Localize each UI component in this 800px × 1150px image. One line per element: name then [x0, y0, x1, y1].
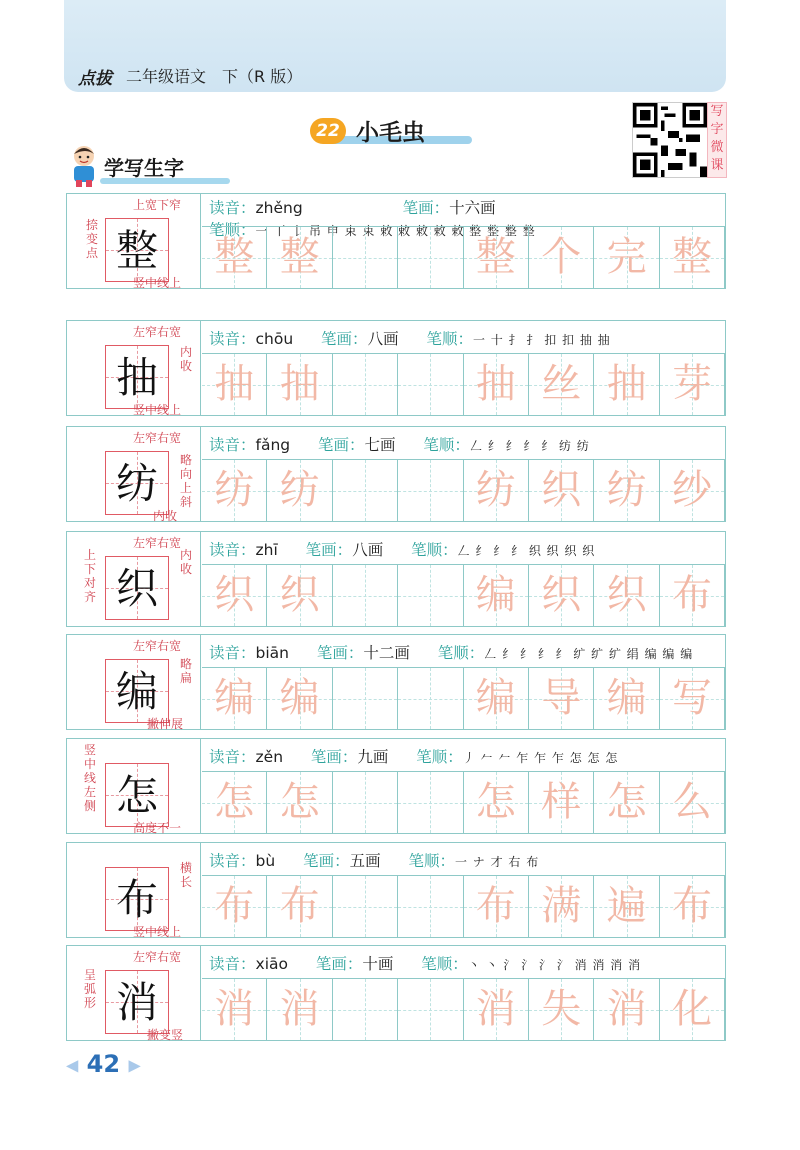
- practice-cell[interactable]: [529, 772, 594, 833]
- practice-cell[interactable]: [660, 354, 725, 415]
- tian-grid-box: [105, 451, 169, 515]
- practice-cell[interactable]: [529, 354, 594, 415]
- trace-character: 失: [541, 986, 582, 1032]
- trace-character: [398, 227, 462, 288]
- writing-tip: 略扁: [179, 657, 192, 685]
- practice-cell[interactable]: [529, 565, 594, 626]
- practice-cell[interactable]: [398, 460, 463, 521]
- practice-cell[interactable]: [464, 460, 529, 521]
- practice-cell[interactable]: [529, 979, 594, 1040]
- practice-cell[interactable]: [464, 354, 529, 415]
- trace-character: 编: [475, 572, 516, 618]
- info-line: [209, 196, 496, 218]
- trace-character: 织: [214, 572, 255, 618]
- writing-tip: 上宽下窄: [132, 198, 181, 212]
- info-line: [209, 745, 618, 767]
- trace-character: 纺: [475, 467, 516, 513]
- practice-cell[interactable]: [594, 876, 659, 937]
- model-character: 织: [115, 564, 158, 613]
- stroke-count-value: 五画: [349, 852, 381, 870]
- practice-cell[interactable]: [333, 668, 398, 729]
- practice-cell[interactable]: [398, 979, 463, 1040]
- practice-cell[interactable]: [333, 354, 398, 415]
- tian-grid-box: [105, 659, 169, 723]
- practice-cell[interactable]: [529, 876, 594, 937]
- practice-grid: [202, 353, 725, 415]
- writing-tip: 撇伸展: [146, 717, 183, 731]
- writing-tip: 内收: [179, 345, 192, 373]
- writing-tip: 撇变竖: [146, 1028, 183, 1042]
- trace-character: [333, 979, 397, 1040]
- info-line: [209, 433, 590, 455]
- pinyin-label: 读音：: [209, 436, 256, 454]
- trace-character: 完: [606, 234, 647, 280]
- writing-tip: 竖中线上: [132, 925, 181, 939]
- practice-cell[interactable]: [464, 668, 529, 729]
- stroke-order-label: 笔顺：: [421, 955, 468, 973]
- practice-cell[interactable]: [202, 460, 267, 521]
- practice-grid: [202, 667, 725, 729]
- pinyin-value: zhī: [255, 541, 278, 559]
- practice-cell[interactable]: [464, 979, 529, 1040]
- stroke-order-label: 笔顺：: [416, 748, 463, 766]
- section-title: 学写生字: [104, 156, 184, 180]
- trace-character: 抽: [279, 361, 320, 407]
- writing-tip: 竖中线上: [132, 276, 181, 290]
- pinyin-label: 读音：: [209, 541, 256, 559]
- tian-grid-box: [105, 763, 169, 827]
- writing-tip: 竖中线上: [132, 403, 181, 417]
- model-character: 纺: [115, 459, 158, 508]
- practice-cell[interactable]: [267, 772, 332, 833]
- writing-tip: 捺变点: [85, 218, 98, 260]
- character-row: [66, 634, 726, 730]
- practice-grid: [202, 771, 725, 833]
- practice-cell[interactable]: [529, 227, 594, 288]
- stroke-count-label: 笔画：: [303, 852, 350, 870]
- practice-cell[interactable]: [594, 354, 659, 415]
- pinyin-value: chōu: [255, 330, 294, 348]
- practice-cell[interactable]: [333, 460, 398, 521]
- trace-character: 怎: [606, 779, 647, 825]
- trace-character: [398, 565, 462, 626]
- practice-cell[interactable]: [594, 460, 659, 521]
- practice-cell[interactable]: [202, 772, 267, 833]
- practice-cell[interactable]: [202, 668, 267, 729]
- trace-character: 化: [671, 986, 712, 1032]
- mascot-icon: [66, 142, 102, 188]
- char-model-cell: [67, 194, 201, 288]
- stroke-order-label: 笔顺：: [408, 852, 455, 870]
- practice-grid: [202, 459, 725, 521]
- stroke-order-value: 𠃋 纟 纟 纟 纟 纩 纩 纩 绢 编 编 编: [484, 647, 694, 661]
- practice-cell[interactable]: [333, 876, 398, 937]
- practice-cell[interactable]: [660, 772, 725, 833]
- lesson-title: 小毛虫: [356, 120, 425, 146]
- model-character: 整: [115, 226, 158, 275]
- practice-cell[interactable]: [202, 979, 267, 1040]
- practice-cell[interactable]: [398, 772, 463, 833]
- trace-character: 抽: [606, 361, 647, 407]
- stroke-count-value: 八画: [352, 541, 384, 559]
- practice-cell[interactable]: [398, 668, 463, 729]
- tian-grid-box: [105, 556, 169, 620]
- model-character: 布: [115, 875, 158, 924]
- trace-character: 织: [279, 572, 320, 618]
- trace-character: [398, 460, 462, 521]
- writing-tip: 左窄右宽: [132, 325, 181, 339]
- trace-character: 整: [279, 234, 320, 280]
- stroke-count-value: 十六画: [449, 199, 496, 217]
- writing-tip: 横长: [179, 861, 192, 889]
- qr-video-tag: 写字微课: [707, 102, 727, 178]
- trace-character: 消: [279, 986, 320, 1032]
- trace-character: 消: [475, 986, 516, 1032]
- trace-character: 编: [214, 675, 255, 721]
- qr-code-icon[interactable]: [632, 102, 708, 178]
- trace-character: 编: [279, 675, 320, 721]
- practice-cell[interactable]: [594, 227, 659, 288]
- stroke-count-label: 笔画：: [310, 748, 358, 766]
- trace-character: [398, 876, 462, 937]
- practice-cell[interactable]: [660, 565, 725, 626]
- writing-tip: 内收: [179, 548, 192, 576]
- practice-grid: [202, 875, 725, 937]
- stroke-order-value: 一 丅 𠄌 吊 申 束 束 敕 敕 敕 敕 敕 整 整 整 整: [255, 224, 536, 238]
- character-row: [66, 945, 726, 1041]
- char-model-cell: [67, 427, 201, 521]
- stroke-order-label: 笔顺：: [423, 436, 470, 454]
- trace-character: 满: [541, 883, 582, 929]
- trace-character: 整: [475, 234, 516, 280]
- practice-cell[interactable]: [202, 565, 267, 626]
- trace-character: [398, 668, 462, 729]
- char-model-cell: [67, 532, 201, 626]
- stroke-count-value: 九画: [357, 748, 389, 766]
- stroke-order-value: 𠃋 纟 纟 纟 纟 纺 纺: [469, 439, 590, 453]
- practice-cell[interactable]: [202, 227, 267, 288]
- character-row: [66, 426, 726, 522]
- trace-character: 么: [671, 779, 712, 825]
- pinyin-label: 读音：: [209, 955, 256, 973]
- writing-tip: 略向上斜: [179, 453, 192, 509]
- trace-character: 布: [671, 883, 712, 929]
- practice-cell[interactable]: [594, 668, 659, 729]
- practice-cell[interactable]: [660, 876, 725, 937]
- lesson-heading: [310, 114, 475, 148]
- pinyin-label: 读音：: [209, 199, 256, 217]
- info-line: [209, 327, 611, 349]
- page-number: [66, 1050, 141, 1078]
- writing-tip: 内收: [152, 509, 177, 523]
- info-line: [209, 952, 641, 974]
- trace-character: 编: [606, 675, 647, 721]
- stroke-count-label: 笔画：: [316, 644, 364, 662]
- trace-character: 整: [214, 234, 255, 280]
- practice-cell[interactable]: [529, 668, 594, 729]
- model-character: 编: [115, 667, 158, 716]
- trace-character: 整: [671, 234, 712, 280]
- stroke-count-label: 笔画：: [305, 541, 353, 559]
- practice-cell[interactable]: [594, 979, 659, 1040]
- trace-character: [333, 227, 397, 288]
- stroke-order-value: 一 十 扌 扌 扣 扣 抽 抽: [472, 333, 611, 347]
- stroke-count-value: 十画: [362, 955, 394, 973]
- practice-cell[interactable]: [398, 354, 463, 415]
- tian-grid-box: [105, 970, 169, 1034]
- trace-character: [333, 460, 397, 521]
- trace-character: 布: [475, 883, 516, 929]
- trace-character: 怎: [214, 779, 255, 825]
- trace-character: 布: [279, 883, 320, 929]
- practice-cell[interactable]: [464, 227, 529, 288]
- trace-character: [333, 876, 397, 937]
- trace-character: 织: [541, 572, 582, 618]
- char-model-cell: [67, 635, 201, 729]
- trace-character: 个: [541, 234, 582, 280]
- trace-character: [333, 668, 397, 729]
- practice-cell[interactable]: [464, 772, 529, 833]
- page-number-value: 42: [86, 1050, 121, 1078]
- tian-grid-box: [105, 345, 169, 409]
- info-line: [209, 641, 693, 663]
- stroke-order-label: 笔顺：: [209, 221, 256, 239]
- writing-tip: 左窄右宽: [132, 639, 181, 653]
- lesson-number-badge: 22: [310, 118, 346, 144]
- pinyin-value: zěn: [255, 748, 284, 766]
- practice-cell[interactable]: [333, 979, 398, 1040]
- trace-character: [333, 565, 397, 626]
- model-character: 抽: [115, 353, 158, 402]
- model-character: 消: [115, 978, 158, 1027]
- trace-character: 遍: [606, 883, 647, 929]
- next-arrow-icon: ▶: [128, 1055, 141, 1075]
- trace-character: 纺: [606, 467, 647, 513]
- info-line: [209, 538, 595, 560]
- practice-cell[interactable]: [464, 876, 529, 937]
- writing-tip: 左窄右宽: [132, 536, 181, 550]
- info-line: [209, 849, 539, 871]
- trace-character: 样: [541, 779, 582, 825]
- practice-cell[interactable]: [267, 354, 332, 415]
- practice-cell[interactable]: [660, 668, 725, 729]
- writing-tip: 竖中线左侧: [83, 743, 96, 813]
- trace-character: 布: [214, 883, 255, 929]
- stroke-order-value: 丶 丶 氵 氵 氵 氵 消 消 消 消: [467, 958, 642, 972]
- trace-character: 怎: [279, 779, 320, 825]
- tian-grid-box: [105, 867, 169, 931]
- pinyin-label: 读音：: [209, 330, 256, 348]
- trace-character: 消: [214, 986, 255, 1032]
- char-model-cell: [67, 321, 201, 415]
- trace-character: 织: [606, 572, 647, 618]
- practice-cell[interactable]: [660, 227, 725, 288]
- practice-cell[interactable]: [333, 227, 398, 288]
- trace-character: 写: [671, 675, 712, 721]
- trace-character: 抽: [214, 361, 255, 407]
- practice-cell[interactable]: [267, 227, 332, 288]
- practice-cell[interactable]: [464, 565, 529, 626]
- practice-cell[interactable]: [333, 565, 398, 626]
- practice-cell[interactable]: [267, 460, 332, 521]
- stroke-count-value: 十二画: [363, 644, 410, 662]
- pinyin-value: bù: [255, 852, 276, 870]
- stroke-count-value: 八画: [367, 330, 399, 348]
- practice-cell[interactable]: [660, 979, 725, 1040]
- trace-character: 布: [671, 572, 712, 618]
- practice-cell[interactable]: [529, 460, 594, 521]
- stroke-count-label: 笔画：: [402, 199, 450, 217]
- practice-cell[interactable]: [267, 979, 332, 1040]
- trace-character: 怎: [475, 779, 516, 825]
- practice-cell[interactable]: [594, 565, 659, 626]
- stroke-count-label: 笔画：: [321, 330, 368, 348]
- trace-character: 纱: [671, 467, 712, 513]
- pinyin-label: 读音：: [209, 852, 256, 870]
- brand-logo: 点拔: [78, 69, 112, 89]
- practice-cell[interactable]: [267, 565, 332, 626]
- pinyin-value: xiāo: [255, 955, 288, 973]
- stroke-order-label: 笔顺：: [437, 644, 485, 662]
- writing-tip: 高度不一: [132, 821, 181, 835]
- practice-grid: [202, 978, 725, 1040]
- trace-character: [398, 979, 462, 1040]
- trace-character: 导: [541, 675, 582, 721]
- writing-tip: 左窄右宽: [132, 950, 181, 964]
- practice-cell[interactable]: [660, 460, 725, 521]
- practice-grid: [202, 226, 725, 288]
- practice-cell[interactable]: [398, 565, 463, 626]
- practice-cell[interactable]: [202, 876, 267, 937]
- character-row: [66, 738, 726, 834]
- section-header: [66, 142, 236, 188]
- practice-cell[interactable]: [594, 772, 659, 833]
- stroke-order-label: 笔顺：: [411, 541, 458, 559]
- writing-tip: 呈弧形: [83, 968, 96, 1010]
- trace-character: [398, 772, 462, 833]
- practice-cell[interactable]: [267, 876, 332, 937]
- trace-character: [333, 354, 397, 415]
- pinyin-value: zhěng: [255, 199, 303, 217]
- trace-character: 纺: [214, 467, 255, 513]
- practice-cell[interactable]: [333, 772, 398, 833]
- trace-character: 抽: [475, 361, 516, 407]
- pinyin-label: 读音：: [209, 644, 256, 662]
- trace-character: 丝: [541, 361, 582, 407]
- char-model-cell: [67, 843, 201, 937]
- trace-character: 编: [475, 675, 516, 721]
- pinyin-value: fǎng: [255, 436, 291, 454]
- stroke-order-label: 笔顺：: [426, 330, 473, 348]
- book-title: 二年级语文 下（R 版）: [126, 67, 303, 86]
- practice-cell[interactable]: [202, 354, 267, 415]
- trace-character: [398, 354, 462, 415]
- trace-character: [333, 772, 397, 833]
- trace-character: 纺: [279, 467, 320, 513]
- writing-tip: 左窄右宽: [132, 431, 181, 445]
- writing-tip: 上下对齐: [83, 548, 96, 604]
- character-row: [66, 320, 726, 416]
- practice-cell[interactable]: [398, 227, 463, 288]
- trace-character: 芽: [671, 361, 712, 407]
- practice-grid: [202, 564, 725, 626]
- stroke-count-label: 笔画：: [318, 436, 365, 454]
- character-row: [66, 531, 726, 627]
- character-row: [66, 842, 726, 938]
- stroke-count-label: 笔画：: [315, 955, 363, 973]
- practice-cell[interactable]: [267, 668, 332, 729]
- prev-arrow-icon: ◀: [66, 1055, 79, 1075]
- stroke-count-value: 七画: [364, 436, 396, 454]
- pinyin-value: biān: [255, 644, 289, 662]
- practice-cell[interactable]: [398, 876, 463, 937]
- character-row: [66, 193, 726, 289]
- stroke-order-value: 丿 𠂉 𠂉 乍 乍 乍 怎 怎 怎: [462, 751, 619, 765]
- trace-character: 消: [606, 986, 647, 1032]
- stroke-order-value: 一 ナ 才 右 布: [454, 855, 540, 869]
- model-character: 怎: [115, 771, 158, 820]
- char-model-cell: [67, 946, 201, 1040]
- char-model-cell: [67, 739, 201, 833]
- trace-character: 织: [541, 467, 582, 513]
- tian-grid-box: [105, 218, 169, 282]
- pinyin-label: 读音：: [209, 748, 256, 766]
- stroke-order-value: 𠃋 纟 纟 纟 织 织 织 织: [457, 544, 596, 558]
